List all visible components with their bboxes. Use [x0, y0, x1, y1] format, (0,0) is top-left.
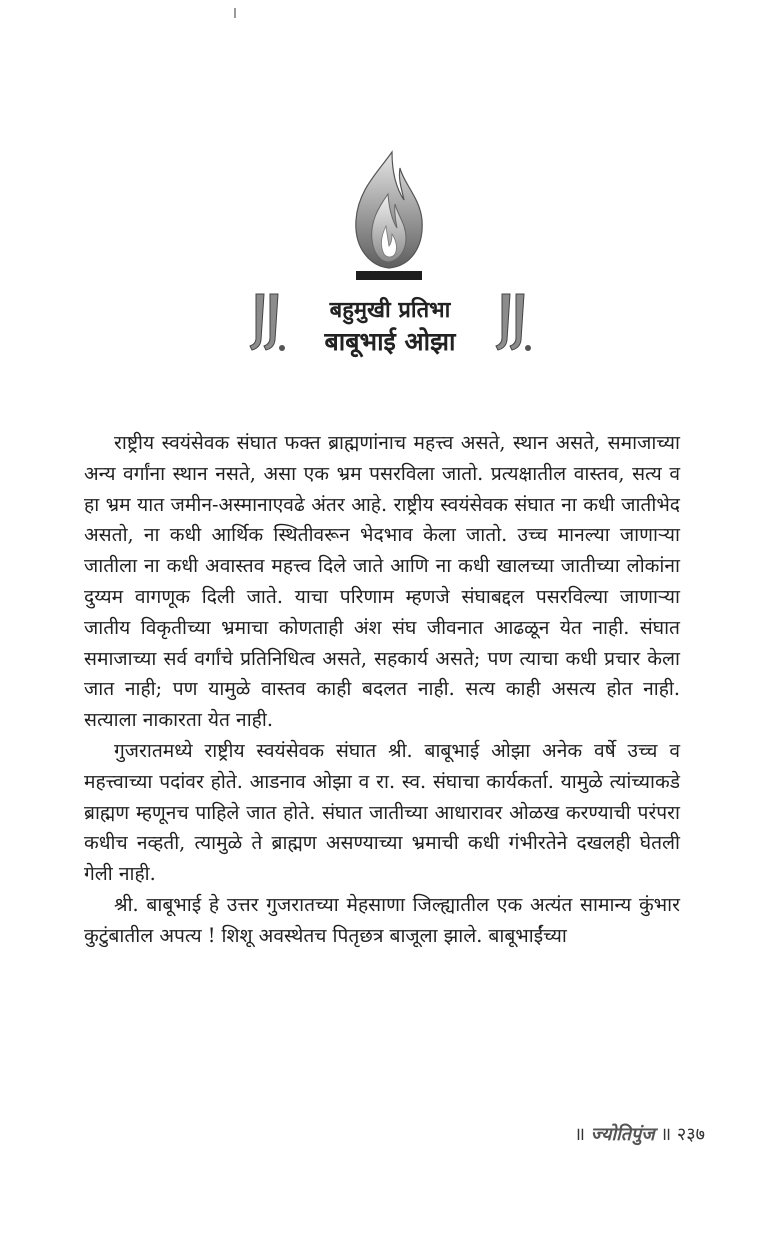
chapter-title-line2: बाबूभाई ओझा: [324, 327, 456, 356]
chapter-title-line1: बहुमुखी प्रतिभा: [329, 298, 451, 323]
double-danda-icon: [492, 290, 534, 354]
double-danda-icon: [246, 290, 288, 354]
footer-danda-open: ॥: [574, 1124, 585, 1145]
flame-lamp-icon: [348, 150, 430, 285]
paragraph: गुजरातमध्ये राष्ट्रीय स्वयंसेवक संघात श्री. बाबूभाई ओझा अनेक वर्षे उच्च व महत्त्वाच्या पदांवर होते. आडनाव ओझा व रा. स्व. संघाचा कार्यकर्ता. यामुळे त्यांच्याकडे ब्राह्मण म्हणूनच पाहिले जात होते. संघात जातीच्या आधारावर ओळख करण्याची परंपरा कधीच नव्हती, त्यामुळे ते ब्राह्मण असण्याच्या भ्रमाची कधी गंभीरतेने दखलही घेतली गेली नाही.: [84, 738, 680, 886]
body-text: [84, 428, 680, 952]
footer-danda-close: ॥: [660, 1124, 672, 1145]
paragraph: श्री. बाबूभाई हे उत्तर गुजरातच्या मेहसाणा जिल्ह्यातील एक अत्यंत सामान्य कुंभार कुटुंबातील अपत्य ! शिशू अवस्थेतच पितृछत्र बाजूला झाले. बाबूभाईंच्या: [84, 892, 680, 947]
paragraph: राष्ट्रीय स्वयंसेवक संघात फक्त ब्राह्मणांनाच महत्त्व असते, स्थान असते, समाजाच्या अन्य वर्गांना स्थान नसते, असा एक भ्रम पसरविला जातो. प्रत्यक्षातील वास्तव, सत्य व हा भ्रम यात जमीन-अस्मानाएवढे अंतर आहे. राष्ट्रीय स्वयंसेवक संघात ना कधी जातीभेद असतो, ना कधी आर्थिक स्थितीवरून भेदभाव केला जातो. उच्च मानल्या जाणाऱ्या जातीला ना कधी अवास्तव महत्त्व दिले जाते आणि ना कधी खालच्या जातीच्या लोकांना दुय्यम वागणूक दिली जाते. याचा परिणाम म्हणजे संघाबद्दल पसरविल्या जाणाऱ्या जातीय विकृतीच्या भ्रमाचा कोणताही अंश संघ जीवनात आढळून येत नाही. संघात समाजाच्या सर्व वर्गांचे प्रतिनिधित्व असते, सहकार्य असते; पण त्याचा कधी प्रचार केला जात नाही; पण यामुळे वास्तव काही बदलत नाही. सत्य काही असत्य होत नाही. सत्याला नाकारता येत नाही.: [84, 431, 680, 732]
page-footer: [520, 1122, 705, 1146]
scan-artifact: [234, 8, 236, 18]
chapter-heading: [240, 286, 540, 366]
footer-book-title: ज्योतिपुंज: [590, 1124, 655, 1145]
page-number: २३७: [676, 1124, 705, 1145]
